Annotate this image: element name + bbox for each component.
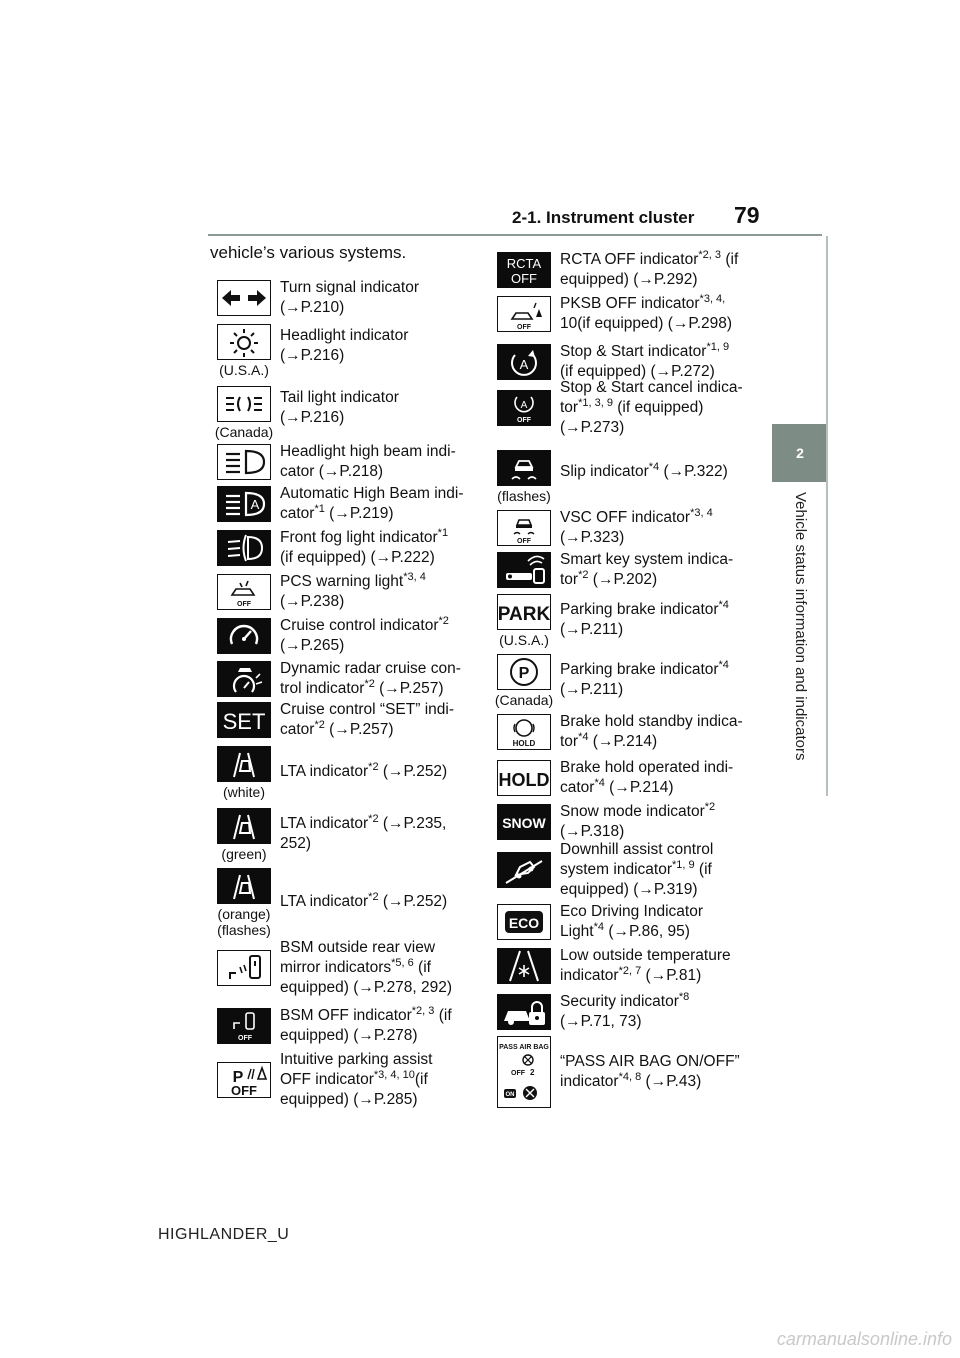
svg-text:ECO: ECO bbox=[508, 915, 540, 931]
indicator-label: BSM OFF indicator$^{*2, 3}$ (if equipped) (→P.278) bbox=[280, 1004, 452, 1044]
svg-text:2: 2 bbox=[530, 1068, 535, 1077]
stop-start-icon bbox=[497, 344, 551, 380]
indicator-note: (U.S.A.) bbox=[499, 632, 549, 648]
slip-icon bbox=[497, 450, 551, 486]
indicator-label: LTA indicator$^{*2}$ (→P.252) bbox=[280, 760, 448, 780]
indicator-label: Tail light indicator (→P.216) bbox=[280, 389, 399, 426]
parking-brake-p-icon bbox=[497, 654, 551, 690]
svg-text:A: A bbox=[519, 357, 529, 372]
front-fog-icon bbox=[217, 530, 271, 566]
indicator-label: Parking brake indicator$^{*4}$ (→P.211) bbox=[560, 598, 729, 638]
svg-text:P: P bbox=[232, 1069, 244, 1086]
svg-text:RCTA: RCTA bbox=[506, 256, 542, 271]
indicator-row bbox=[214, 528, 468, 568]
indicator-label: Turn signal indicator (→P.210) bbox=[280, 279, 419, 316]
indicator-label: Downhill assist control system indicator$^{*1, 9}$ (if equipped) (→P.319) bbox=[560, 841, 714, 898]
indicator-label: Stop & Start indicator$^{*1, 9}$ (if equipped) (→P.272) bbox=[560, 340, 730, 380]
indicator-label: Cruise control indicator$^{*2}$ (→P.265) bbox=[280, 614, 449, 654]
indicator-row bbox=[494, 594, 748, 648]
indicator-note: (U.S.A.) bbox=[219, 362, 269, 378]
svg-text:OFF: OFF bbox=[517, 538, 531, 545]
vsc-off-icon bbox=[497, 510, 551, 546]
svg-text:ON: ON bbox=[505, 1092, 515, 1098]
svg-text:A: A bbox=[250, 497, 260, 512]
svg-text:SNOW: SNOW bbox=[502, 815, 546, 831]
header-rule bbox=[208, 234, 822, 236]
svg-text:OFF: OFF bbox=[511, 271, 537, 286]
chapter-title-vertical: Vehicle status information and indicators bbox=[792, 492, 809, 761]
indicator-row bbox=[214, 278, 468, 318]
indicator-row bbox=[214, 659, 468, 699]
indicator-row bbox=[494, 294, 748, 334]
hold-icon bbox=[497, 760, 551, 796]
indicator-label: “PASS AIR BAG ON/OFF” indicator$^{*4, 8}$ (→P.43) bbox=[560, 1053, 740, 1090]
indicator-label: VSC OFF indicator$^{*3, 4}$ (→P.323) bbox=[560, 506, 713, 546]
pcs-warning-icon bbox=[217, 574, 271, 610]
watermark: carmanualsonline.info bbox=[776, 1329, 952, 1349]
indicator-row bbox=[494, 946, 748, 986]
parking-assist-off-icon bbox=[217, 1062, 271, 1098]
indicator-note: (Canada) bbox=[494, 692, 554, 708]
indicator-label: Eco Driving Indicator Light$^{*4}$ (→P.86, 95) bbox=[560, 903, 704, 940]
downhill-assist-icon bbox=[497, 852, 551, 888]
indicator-row bbox=[494, 654, 748, 708]
indicator-row bbox=[494, 902, 748, 942]
indicator-label: Front fog light indicator$^{*1}$ (if equipped) (→P.222) bbox=[280, 526, 449, 566]
indicator-note: (white) bbox=[222, 784, 265, 800]
low-temp-icon bbox=[497, 948, 551, 984]
indicator-label: Parking brake indicator$^{*4}$ (→P.211) bbox=[560, 658, 729, 698]
indicator-label: Intuitive parking assist OFF indicator$^{*3, 4, 10}$(if equipped) (→P.285) bbox=[280, 1051, 433, 1108]
bsm-mirror-icon bbox=[217, 950, 271, 986]
park-icon bbox=[497, 594, 551, 630]
svg-text:HOLD: HOLD bbox=[512, 739, 536, 748]
indicator-label: Security indicator$^{*8}$ (→P.71, 73) bbox=[560, 990, 690, 1030]
cruise-control-icon bbox=[217, 618, 271, 654]
auto-high-beam-icon bbox=[217, 486, 271, 522]
svg-text:OFF: OFF bbox=[231, 1083, 257, 1097]
smart-key-icon bbox=[497, 552, 551, 588]
indicator-row bbox=[494, 450, 748, 504]
svg-text:PASS AIR BAG: PASS AIR BAG bbox=[499, 1044, 549, 1051]
headlight-icon bbox=[217, 324, 271, 360]
indicator-note: (orange) (flashes) bbox=[217, 906, 271, 938]
indicator-row bbox=[214, 1050, 468, 1110]
svg-text:P: P bbox=[518, 665, 530, 682]
indicator-row bbox=[214, 324, 468, 378]
indicator-row bbox=[494, 992, 748, 1032]
brake-hold-standby-icon bbox=[497, 714, 551, 750]
indicator-row bbox=[214, 938, 468, 998]
indicator-row bbox=[494, 758, 748, 798]
indicator-row bbox=[214, 442, 468, 482]
security-icon bbox=[497, 994, 551, 1030]
indicator-label: Headlight high beam indi- cator (→P.218) bbox=[280, 443, 456, 480]
indicator-note: (flashes) bbox=[497, 488, 551, 504]
indicator-row bbox=[214, 386, 468, 440]
bsm-off-icon bbox=[217, 1008, 271, 1044]
svg-text:SET: SET bbox=[222, 709, 266, 734]
section-title: 2-1. Instrument cluster bbox=[512, 208, 695, 227]
indicator-label: Smart key system indica- tor$^{*2}$ (→P.202) bbox=[560, 551, 734, 588]
high-beam-icon bbox=[217, 444, 271, 480]
indicator-row bbox=[494, 802, 748, 842]
indicator-row bbox=[214, 868, 468, 938]
svg-text:PARK: PARK bbox=[498, 604, 550, 625]
radar-cruise-icon bbox=[217, 661, 271, 697]
indicator-row bbox=[214, 700, 468, 740]
svg-text:OFF: OFF bbox=[238, 1035, 252, 1042]
pksb-off-icon bbox=[497, 296, 551, 332]
indicator-label: Cruise control “SET” indi- cator$^{*2}$ (→P.257) bbox=[280, 701, 454, 738]
lta-orange-icon bbox=[217, 868, 271, 904]
indicator-label: Stop & Start cancel indica- tor$^{*1, 3, 9}$ (if equipped) (→P.273) bbox=[560, 379, 743, 436]
footer-model: HIGHLANDER_U bbox=[158, 1226, 290, 1243]
turn-signal-icon bbox=[217, 280, 271, 316]
chapter-tab: 2 bbox=[772, 424, 828, 482]
rcta-off-icon bbox=[497, 252, 551, 288]
indicator-note: (green) bbox=[221, 846, 267, 862]
stop-start-cancel-icon bbox=[497, 390, 551, 426]
indicator-row bbox=[494, 342, 748, 382]
indicator-row bbox=[214, 1006, 468, 1046]
indicator-row bbox=[494, 1036, 748, 1108]
indicator-label: RCTA OFF indicator$^{*2, 3}$ (if equipped) (→P.292) bbox=[560, 248, 739, 288]
snow-icon bbox=[497, 804, 551, 840]
indicator-row bbox=[494, 508, 748, 548]
indicator-label: PCS warning light$^{*3, 4}$ (→P.238) bbox=[280, 570, 426, 610]
indicator-label: LTA indicator$^{*2}$ (→P.252) bbox=[280, 890, 448, 910]
page-number: 79 bbox=[734, 202, 760, 228]
svg-text:OFF: OFF bbox=[511, 1070, 525, 1077]
tail-light-icon bbox=[217, 386, 271, 422]
indicator-row bbox=[494, 840, 748, 900]
indicator-label: Brake hold standby indica- tor$^{*4}$ (→P.214) bbox=[560, 713, 743, 750]
indicator-row bbox=[214, 616, 468, 656]
lta-green-icon bbox=[217, 808, 271, 844]
indicator-label: Brake hold operated indi- cator$^{*4}$ (→P.214) bbox=[560, 759, 734, 796]
indicator-row bbox=[214, 746, 468, 800]
indicator-row bbox=[494, 550, 748, 590]
indicator-row bbox=[494, 250, 748, 290]
intro-text: vehicle’s various systems. bbox=[210, 243, 407, 262]
lta-white-icon bbox=[217, 746, 271, 782]
svg-text:OFF: OFF bbox=[517, 324, 531, 331]
indicator-label: LTA indicator$^{*2}$ (→P.235, 252) bbox=[280, 812, 447, 852]
indicator-row bbox=[494, 378, 748, 438]
indicator-row bbox=[214, 484, 468, 524]
svg-text:A: A bbox=[520, 400, 528, 411]
indicator-label: Headlight indicator (→P.216) bbox=[280, 327, 409, 364]
eco-icon bbox=[497, 904, 551, 940]
svg-text:OFF: OFF bbox=[237, 601, 251, 608]
indicator-label: Dynamic radar cruise con- trol indicator$^{*2}$ (→P.257) bbox=[280, 660, 461, 697]
indicator-note: (Canada) bbox=[214, 424, 274, 440]
indicator-row bbox=[214, 572, 468, 612]
indicator-label: BSM outside rear view mirror indicators$^{*5, 6}$ (if equipped) (→P.278, 292) bbox=[280, 939, 453, 996]
indicator-row bbox=[214, 808, 468, 862]
set-icon bbox=[217, 702, 271, 738]
indicator-label: Slip indicator$^{*4}$ (→P.322) bbox=[560, 460, 728, 480]
chapter-side-line bbox=[826, 236, 828, 796]
svg-text:OFF: OFF bbox=[517, 417, 531, 424]
pass-air-bag-icon bbox=[497, 1036, 551, 1108]
indicator-label: Low outside temperature indicator$^{*2, 7}$ (→P.81) bbox=[560, 947, 731, 984]
svg-text:HOLD: HOLD bbox=[498, 770, 550, 790]
indicator-row bbox=[494, 712, 748, 752]
indicator-label: Automatic High Beam indi- cator$^{*1}$ (→P.219) bbox=[280, 485, 464, 522]
indicator-label: PKSB OFF indicator$^{*3, 4,}$ 10(if equipped) (→P.298) bbox=[560, 292, 733, 332]
indicator-label: Snow mode indicator$^{*2}$ (→P.318) bbox=[560, 800, 716, 840]
